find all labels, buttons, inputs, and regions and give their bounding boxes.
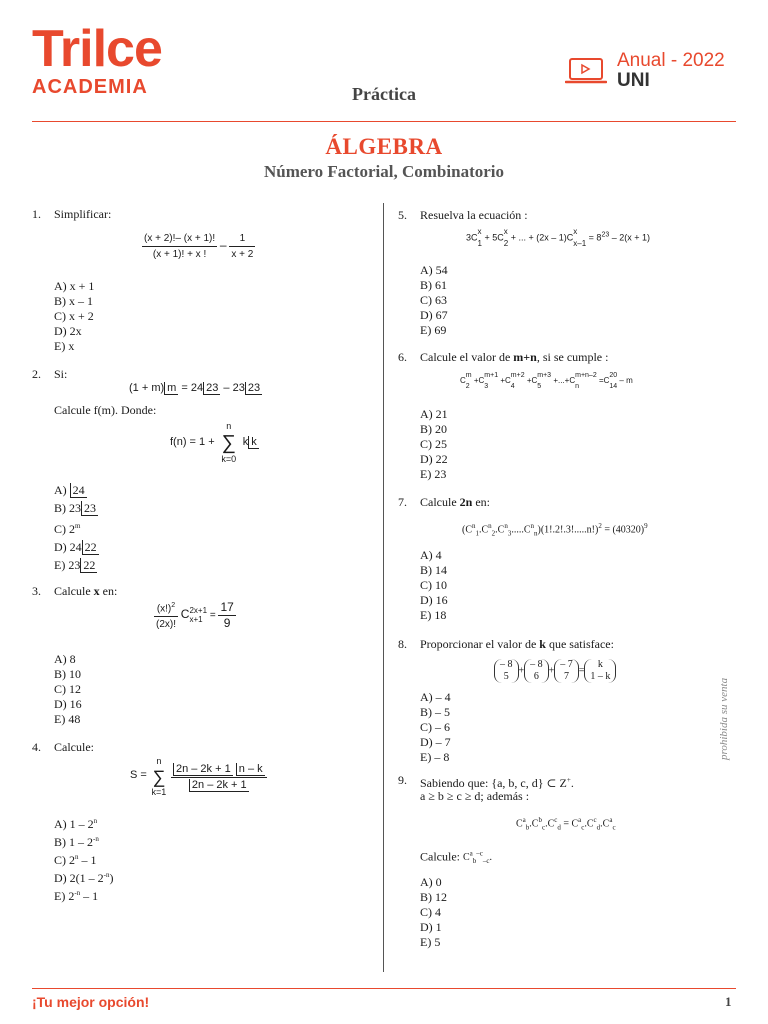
formula (170, 419, 259, 467)
option: B) – 5 (420, 705, 450, 719)
sum-upper: n (226, 421, 232, 431)
question-number: 5. (398, 208, 407, 222)
option: C) 25 (420, 437, 447, 451)
binomial: – 8 5 (494, 659, 519, 683)
fraction-numerator: (x + 2)!– (x + 1)! (142, 231, 217, 247)
options-list (420, 548, 448, 623)
option: B) 61 (420, 278, 447, 292)
formula-part: – 23 (223, 382, 245, 394)
formula-part: = 24 (181, 382, 204, 394)
page-number: 1 (725, 994, 732, 1009)
options-list (420, 690, 451, 765)
formula (142, 231, 255, 262)
brand-subtitle: ACADEMIA (32, 76, 148, 98)
option: C) 63 (420, 293, 447, 307)
formula: C m 2 +C m+1 3 +C m+2 4 +C m+3 5 +...+C m+n–2 n =C 20 14 – m (460, 372, 633, 390)
option: A) 21 (420, 407, 448, 421)
question-number: 8. (398, 637, 407, 651)
question-number: 9. (398, 773, 407, 787)
question-text: Sabiendo que: {a, b, c, d} ⊂ Z+. (420, 776, 574, 790)
question-number: 4. (32, 740, 41, 754)
question-text: Calcule: $C^a_b^{-c}_{-c}$. (420, 849, 492, 866)
footer-slogan: ¡Tu mejor opción! (32, 994, 150, 1010)
question-4 (32, 740, 372, 903)
watermark: prohibida su venta (718, 677, 730, 760)
question-text: Calcule f(m). Donde: (54, 403, 157, 417)
option: D) – 7 (420, 735, 451, 749)
question-number: 1. (32, 207, 41, 221)
option: D) 16 (54, 697, 82, 711)
exam-label: UNI (617, 70, 650, 91)
formula-part: k (242, 436, 249, 448)
option: E) 23 22 (54, 558, 96, 572)
option: C) – 6 (420, 720, 450, 734)
formula: $\frac{(x!)^2}{(2x)!}$ C 2x+1 x+1 = $\frac{17}{9}$ (156, 599, 234, 631)
formula-part: f(n) = 1 + (170, 436, 215, 448)
brand-wordmark: Trilce (32, 20, 162, 78)
option: D) 16 (420, 593, 448, 607)
sigma-symbol: ∑ (221, 432, 236, 454)
option: C) 12 (54, 682, 81, 696)
question-9 (398, 773, 728, 953)
option: B) 12 (420, 890, 447, 904)
question-7 (398, 495, 728, 630)
question-text: a ≥ b ≥ c ≥ d; además : (420, 789, 530, 803)
option: B) 10 (54, 667, 81, 681)
option: A) 4 (420, 548, 442, 562)
option: E) $2^{-n} - 1$ (54, 889, 99, 903)
edition-block (565, 50, 745, 94)
binomial: – 8 6 (524, 659, 549, 683)
topic-title: Número Factorial, Combinatorio (263, 162, 504, 181)
options-list (54, 481, 99, 574)
edition-label: Anual - 2022 (617, 50, 725, 71)
header-rule (32, 121, 736, 122)
laptop-icon (565, 56, 607, 86)
option: A) 1 – 2$^n$ (54, 817, 98, 831)
option: B) 14 (420, 563, 447, 577)
option: A) – 4 (420, 690, 451, 704)
options-list (54, 652, 82, 727)
option: C) 10 (420, 578, 447, 592)
question-number: 6. (398, 350, 407, 364)
option: E) 18 (420, 608, 447, 622)
option: D) 67 (420, 308, 448, 322)
formula: 3C x 1 + 5C x 2 + ... + (2x – 1)C x x–1 = $8^{23} - 2(x + 1)$ (466, 227, 651, 248)
formula: $(C^n_1.C^n_2.C^n_3.....C^n_n)(1!.2!.3!.....n!)^2 = (40320)^9$ (462, 522, 648, 538)
question-8 (398, 637, 728, 772)
formula-part: (1 + m) (129, 382, 165, 394)
operator: – (219, 238, 227, 253)
fraction-denominator: (x + 1)! + x ! (152, 249, 207, 260)
formula: S = n ∑ k=1 $\frac{2n - 2k + 1 n - k}{2n - 2k + 1}$ (130, 754, 267, 800)
option: D) 1 (420, 920, 442, 934)
options-list (54, 814, 114, 904)
binomial: – 7 7 (554, 659, 579, 683)
fraction-numerator: 1 (229, 231, 255, 247)
option: C) x + 2 (54, 309, 94, 323)
formula: $C^a_b.C^b_c.C^c_d = C^a_c.C^c_d.C^a_c$ (516, 816, 616, 832)
options-list (420, 263, 448, 338)
formula: – 8 5 + – 8 6 + – 7 7 = k 1 – k (494, 659, 616, 683)
fraction-denominator: x + 2 (231, 249, 254, 260)
options-list (420, 875, 447, 950)
question-text: Calcule x en: (54, 584, 118, 598)
question-number: 3. (32, 584, 41, 598)
option: A) 54 (420, 263, 448, 277)
question-text: Calcule 2n en: (420, 495, 491, 509)
binomial: k 1 – k (584, 659, 616, 683)
option: B) x – 1 (54, 294, 93, 308)
option: C) 2$^m$ (54, 522, 81, 536)
factorial-term: k (248, 436, 259, 449)
subject-title: ÁLGEBRA (325, 134, 443, 159)
question-number: 2. (32, 367, 41, 381)
option: D) 24 22 (54, 540, 97, 554)
question-text: Simplificar: (54, 207, 112, 221)
question-6 (398, 350, 728, 485)
option: B) 20 (420, 422, 447, 436)
question-3 (32, 584, 372, 734)
options-list (54, 279, 94, 354)
option: C) 4 (420, 905, 441, 919)
factorial-term: 23 (203, 382, 220, 395)
sum-lower: k=0 (221, 454, 237, 464)
question-text: Calcule el valor de m+n, si se cumple : (420, 350, 609, 364)
option: D) 22 (420, 452, 448, 466)
question-text: Calcule: (54, 740, 94, 754)
question-number: 7. (398, 495, 407, 509)
question-1 (32, 207, 372, 357)
option: A) 0 (420, 875, 442, 889)
option: C) 2$^n$ – 1 (54, 853, 97, 867)
option: B) 23 23 (54, 501, 96, 515)
option: A) x + 1 (54, 279, 95, 293)
option: A) 24 (54, 483, 85, 497)
document-type: Práctica (352, 84, 416, 104)
option: A) 8 (54, 652, 76, 666)
question-5 (398, 208, 728, 343)
column-divider (383, 203, 384, 972)
option: D) $2(1 - 2^{-n})$ (54, 871, 114, 885)
option: E) 23 (420, 467, 447, 481)
question-text: Si: (54, 367, 68, 381)
question-2 (32, 367, 372, 577)
question-text: Proporcionar el valor de k que satisface: (420, 637, 614, 651)
option: E) 48 (54, 712, 81, 726)
formula (129, 381, 262, 396)
option: E) 69 (420, 323, 447, 337)
option: D) 2x (54, 324, 82, 338)
options-list (420, 407, 448, 482)
footer-rule (32, 988, 736, 989)
question-text: Resuelva la ecuación : (420, 208, 528, 222)
option: B) $1 - 2^{-n}$ (54, 835, 99, 849)
factorial-term: 23 (245, 382, 262, 395)
option: E) – 8 (420, 750, 450, 764)
option: E) x (54, 339, 75, 353)
option: E) 5 (420, 935, 441, 949)
factorial-term: m (164, 382, 178, 395)
